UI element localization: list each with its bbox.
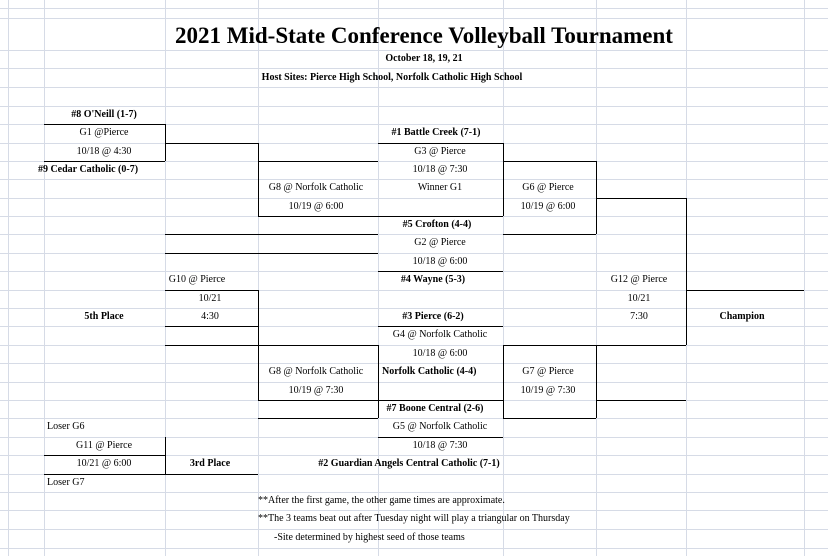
g4-site: G4 @ Norfolk Catholic	[392, 329, 488, 340]
host-sites: Host Sites: Pierce High School, Norfolk Catholic High School	[261, 72, 523, 83]
bracket-line-horizontal	[165, 345, 258, 346]
team-6: Norfolk Catholic (4-4)	[382, 366, 477, 377]
bracket-line-horizontal	[44, 161, 165, 162]
g3-winner: Winner G1	[417, 182, 463, 193]
bracket-line-vertical	[596, 161, 597, 234]
bracket-line-horizontal	[503, 161, 596, 162]
g3-site: G3 @ Pierce	[414, 146, 466, 157]
bracket-line-horizontal	[165, 290, 258, 291]
team-3: #3 Pierce (6-2)	[402, 311, 464, 322]
bracket-line-horizontal	[165, 143, 258, 144]
g1-time: 10/18 @ 4:30	[76, 146, 132, 157]
bracket-line-horizontal	[378, 400, 503, 401]
g6-time: 10/19 @ 6:00	[520, 201, 576, 212]
bracket-line-vertical	[596, 345, 597, 418]
g1-site: G1 @Pierce	[79, 127, 129, 138]
bracket-line-horizontal	[258, 345, 378, 346]
g3-time: 10/18 @ 7:30	[412, 164, 468, 175]
bracket-line-vertical	[165, 124, 166, 161]
g10-time: 4:30	[201, 311, 219, 322]
bracket-line-horizontal	[596, 400, 686, 401]
bracket-line-vertical	[503, 345, 504, 418]
bracket-line-vertical	[503, 143, 504, 216]
team-4: #4 Wayne (5-3)	[400, 274, 466, 285]
team-2: #2 Guardian Angels Central Catholic (7-1)	[318, 458, 500, 469]
bracket-line-horizontal	[378, 271, 503, 272]
bracket-line-horizontal	[596, 345, 686, 346]
g2-site: G2 @ Pierce	[414, 237, 466, 248]
g12-site: G12 @ Pierce	[610, 274, 668, 285]
bracket-line-horizontal	[44, 474, 165, 475]
team-8: #8 O'Neill (1-7)	[71, 109, 137, 120]
bracket-line-horizontal	[44, 124, 165, 125]
g4-time: 10/18 @ 6:00	[412, 348, 468, 359]
note-3: -Site determined by highest seed of those teams	[274, 532, 465, 543]
bracket-line-horizontal	[165, 234, 378, 235]
g10-site: G10 @ Pierce	[168, 274, 226, 285]
g7-site: G7 @ Pierce	[522, 366, 574, 377]
bracket-line-horizontal	[686, 290, 804, 291]
bracket-line-horizontal	[258, 418, 378, 419]
g8-site-bottom: G8 @ Norfolk Catholic	[268, 366, 364, 377]
bracket-line-vertical	[258, 143, 259, 216]
g8-time-top: 10/19 @ 6:00	[288, 201, 344, 212]
loser-g6: Loser G6	[47, 421, 85, 432]
bracket-line-horizontal	[596, 198, 686, 199]
team-5: #5 Crofton (4-4)	[402, 219, 472, 230]
g10-date: 10/21	[198, 293, 222, 304]
bracket-line-vertical	[378, 345, 379, 418]
bracket-line-vertical	[258, 290, 259, 326]
bracket-line-vertical	[165, 437, 166, 474]
bracket-line-horizontal	[258, 161, 378, 162]
note-2: **The 3 teams beat out after Tuesday night will play a triangular on Thursday	[258, 513, 570, 524]
bracket-line-vertical	[686, 198, 687, 290]
team-1: #1 Battle Creek (7-1)	[391, 127, 481, 138]
team-9: #9 Cedar Catholic (0-7)	[37, 164, 139, 175]
bracket-line-horizontal	[165, 474, 258, 475]
bracket-line-horizontal	[378, 216, 503, 217]
g2-time: 10/18 @ 6:00	[412, 256, 468, 267]
bracket-line-horizontal	[44, 455, 165, 456]
bracket-line-horizontal	[503, 345, 596, 346]
bracket-line-horizontal	[503, 234, 596, 235]
g8-site-top: G8 @ Norfolk Catholic	[268, 182, 364, 193]
loser-g7: Loser G7	[47, 477, 85, 488]
g6-site: G6 @ Pierce	[522, 182, 574, 193]
bracket-line-vertical	[258, 326, 259, 400]
bracket-line-horizontal	[378, 437, 503, 438]
tournament-dates: October 18, 19, 21	[385, 53, 463, 64]
g5-site: G5 @ Norfolk Catholic	[392, 421, 488, 432]
g11-site: G11 @ Pierce	[75, 440, 133, 451]
champion-label: Champion	[719, 311, 765, 322]
g8-time-bottom: 10/19 @ 7:30	[288, 385, 344, 396]
bracket-line-horizontal	[165, 326, 258, 327]
bracket-line-horizontal	[258, 216, 378, 217]
bracket-line-horizontal	[503, 418, 596, 419]
bracket-line-vertical	[686, 290, 687, 345]
g11-time: 10/21 @ 6:00	[76, 458, 132, 469]
bracket-line-horizontal	[165, 253, 378, 254]
bracket-line-horizontal	[378, 143, 503, 144]
team-7: #7 Boone Central (2-6)	[386, 403, 484, 414]
bracket-line-horizontal	[258, 400, 378, 401]
tournament-title: 2021 Mid-State Conference Volleyball Tournament	[175, 23, 673, 48]
bracket-line-horizontal	[378, 326, 503, 327]
g7-time: 10/19 @ 7:30	[520, 385, 576, 396]
g12-time: 7:30	[630, 311, 648, 322]
g5-time: 10/18 @ 7:30	[412, 440, 468, 451]
fifth-place-label: 5th Place	[84, 311, 124, 322]
third-place-label: 3rd Place	[189, 458, 231, 469]
note-1: **After the first game, the other game times are approximate.	[258, 495, 505, 506]
g12-date: 10/21	[627, 293, 651, 304]
